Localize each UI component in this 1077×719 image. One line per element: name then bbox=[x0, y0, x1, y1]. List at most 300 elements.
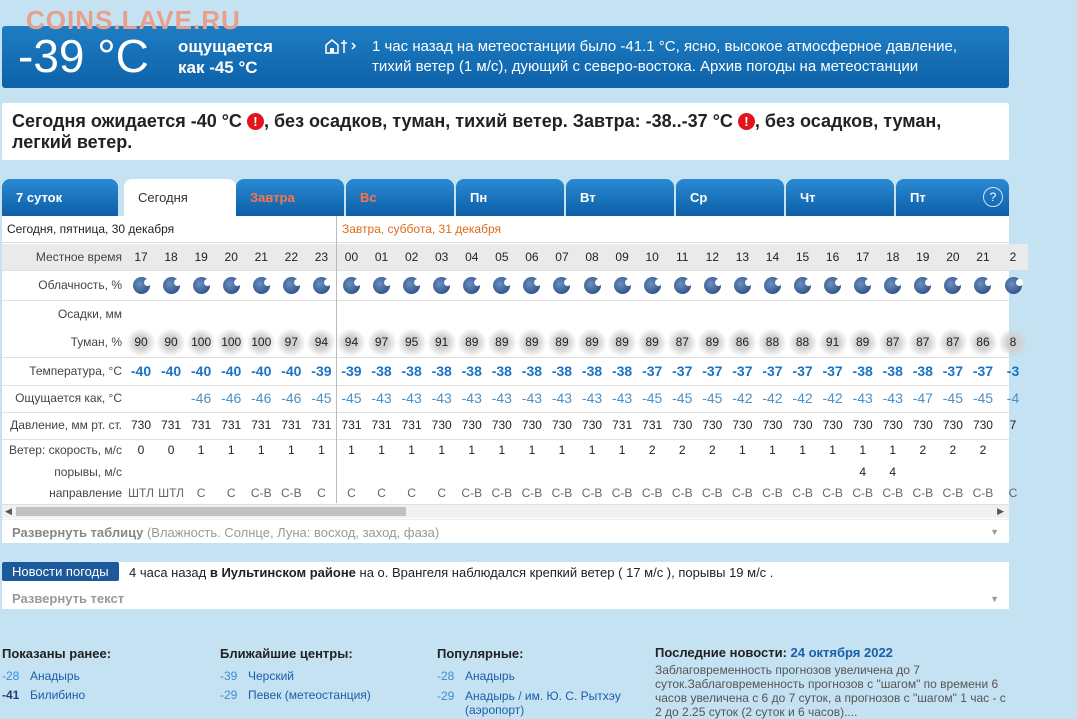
gusts-cell bbox=[246, 461, 276, 483]
cloud-cell bbox=[276, 271, 306, 300]
temp-cell: -40 bbox=[251, 363, 272, 379]
item-temp: -28 bbox=[437, 669, 455, 683]
pressure-cell: 730 bbox=[672, 418, 693, 432]
wind-speed-cell: 2 bbox=[949, 443, 957, 457]
hour-cell: 21 bbox=[968, 244, 998, 270]
today-text-2: , без осадков, туман, тихий ветер. Завтра: -38..-37 °C bbox=[263, 111, 738, 131]
fog-cell: 87 bbox=[908, 328, 938, 357]
direction-cell: С-В bbox=[551, 486, 573, 500]
item-link-extra[interactable]: (аэропорт) bbox=[465, 703, 525, 717]
pressure-cell: 731 bbox=[371, 418, 392, 432]
hour-cell: 10 bbox=[637, 244, 667, 270]
gusts-cell bbox=[818, 461, 848, 483]
temp-cell: -37 bbox=[672, 363, 693, 379]
temp-cell: -38 bbox=[371, 363, 392, 379]
today-summary bbox=[2, 103, 1009, 160]
clear-night-icon bbox=[223, 277, 240, 294]
hour-cell: 17 bbox=[848, 244, 878, 270]
wind-speed-cell: 1 bbox=[288, 443, 295, 457]
temp-cell: -38 bbox=[521, 363, 543, 379]
tab-monday[interactable]: Пн bbox=[456, 179, 564, 216]
list-item[interactable] bbox=[220, 686, 371, 705]
pressure-cell: 730 bbox=[972, 418, 993, 432]
hour-cell: 19 bbox=[186, 244, 216, 270]
temp-cell: -37 bbox=[642, 363, 663, 379]
list-item[interactable] bbox=[2, 686, 111, 705]
direction-cell: С-В bbox=[491, 486, 513, 500]
gusts-cell: 4 bbox=[859, 465, 867, 479]
shown-earlier-title: Показаны ранее: bbox=[2, 646, 112, 661]
list-item[interactable] bbox=[2, 667, 111, 686]
pressure-cell: 730 bbox=[491, 418, 512, 432]
clear-night-icon bbox=[193, 277, 210, 294]
direction-cell: С bbox=[437, 486, 447, 500]
item-link[interactable]: Черский bbox=[248, 669, 295, 683]
fog-cell: 90 bbox=[126, 328, 156, 357]
direction-cell: С-В bbox=[762, 486, 783, 500]
direction-cell: С-В bbox=[972, 486, 994, 500]
pressure-cell: 731 bbox=[281, 418, 302, 432]
hour-cell: 2 bbox=[998, 244, 1028, 270]
gusts-cell bbox=[457, 461, 487, 483]
gusts-cell bbox=[487, 461, 517, 483]
wind-speed-cell: 1 bbox=[498, 443, 506, 457]
hour-cell: 17 bbox=[126, 244, 156, 270]
cloud-cell bbox=[156, 271, 186, 300]
news-region: в Иультинском районе bbox=[209, 565, 356, 580]
fog-cell: 86 bbox=[727, 328, 757, 357]
temp-cell: -38 bbox=[551, 363, 573, 379]
popular bbox=[437, 646, 621, 717]
temp-cell: -37 bbox=[702, 363, 723, 379]
feel-cell: -45 bbox=[672, 390, 693, 406]
gusts-cell bbox=[727, 461, 757, 483]
expand-news-label: Развернуть текст bbox=[12, 591, 125, 606]
feel-cell: -43 bbox=[521, 390, 543, 406]
wind-speed-cell: 1 bbox=[227, 443, 235, 457]
tab-sunday[interactable]: Вс bbox=[346, 179, 454, 216]
feel-cell: -46 bbox=[221, 390, 242, 406]
wind-speed-cell: 1 bbox=[378, 443, 385, 457]
feel-cell: -42 bbox=[792, 390, 813, 406]
direction-cell: С bbox=[317, 486, 326, 500]
item-link[interactable]: Певек (метеостанция) bbox=[248, 688, 371, 702]
temp-cell: -37 bbox=[972, 363, 994, 379]
item-link[interactable]: Анадырь bbox=[30, 669, 80, 683]
gusts-cell bbox=[276, 461, 306, 483]
row-label-hour: Местное время bbox=[35, 250, 122, 264]
clear-night-icon bbox=[163, 277, 180, 294]
nearest-centers bbox=[220, 646, 371, 705]
temp-cell: -40 bbox=[191, 363, 212, 379]
pressure-cell: 730 bbox=[852, 418, 873, 432]
temp-cell: -38 bbox=[431, 363, 452, 379]
feel-cell: -43 bbox=[852, 390, 873, 406]
temp-cell: -38 bbox=[401, 363, 422, 379]
temp-cell: -38 bbox=[611, 363, 633, 379]
feel-cell: -43 bbox=[461, 390, 482, 406]
latest-news-text[interactable]: Заблаговременность прогнозов увеличена до 7 суток.Заблаговременность прогнозов с "шагом" по времени 6 часов увеличена с 6 до 7 суток, а прогнозов с "шагом" 1 час - с 2 до 2.25 суток (2 суток и 6 часов).... bbox=[655, 663, 1006, 719]
horizontal-scrollbar[interactable] bbox=[2, 505, 1009, 518]
direction-cell: С-В bbox=[671, 486, 693, 500]
cloud-cell bbox=[727, 271, 757, 300]
direction-cell: С bbox=[196, 486, 206, 500]
cloud-cell bbox=[968, 271, 998, 300]
feel-cell: -45 bbox=[942, 390, 963, 406]
fog-cell: 94 bbox=[306, 328, 336, 357]
fog-cell: 86 bbox=[968, 328, 998, 357]
gusts-cell bbox=[517, 461, 547, 483]
tab-tuesday[interactable]: Вт bbox=[566, 179, 674, 216]
list-item[interactable] bbox=[220, 667, 371, 686]
wind-speed-cell: 1 bbox=[408, 443, 415, 457]
row-label-pressure: Давление, мм рт. ст. bbox=[10, 418, 122, 432]
pressure-cell: 731 bbox=[221, 418, 242, 432]
cloud-cell bbox=[547, 271, 577, 300]
wind-speed-cell: 1 bbox=[257, 443, 265, 457]
hour-cell: 01 bbox=[367, 244, 397, 270]
fog-cell: 100 bbox=[186, 328, 216, 357]
today-text-1: Сегодня ожидается -40 °C bbox=[12, 111, 247, 131]
temp-cell: -40 bbox=[160, 363, 182, 379]
direction-cell: С-В bbox=[852, 486, 873, 500]
direction-cell: С-В bbox=[281, 486, 302, 500]
cloud-cell bbox=[878, 271, 908, 300]
row-label-fog: Туман, % bbox=[70, 335, 122, 349]
forecast-table bbox=[2, 216, 1020, 543]
warning-icon[interactable]: ! bbox=[738, 113, 755, 130]
scroll-left-icon[interactable]: ◀ bbox=[5, 506, 12, 516]
direction-cell: С-В bbox=[581, 486, 603, 500]
gusts-cell bbox=[397, 461, 427, 483]
pressure-cell: 731 bbox=[251, 418, 272, 432]
wind-speed-cell bbox=[998, 439, 1028, 461]
hour-cell: 18 bbox=[156, 244, 186, 270]
clear-night-icon bbox=[764, 277, 781, 294]
row-label-precip: Осадки, мм bbox=[57, 307, 122, 321]
temp-cell: -37 bbox=[762, 363, 783, 379]
tab-today[interactable]: Сегодня bbox=[124, 179, 236, 216]
pressure-cell: 731 bbox=[311, 418, 332, 432]
temp-cell: -40 bbox=[221, 363, 242, 379]
gusts-cell bbox=[637, 461, 667, 483]
clear-night-icon bbox=[253, 277, 270, 294]
fog-cell: 100 bbox=[216, 328, 246, 357]
feel-cell: -42 bbox=[732, 390, 753, 406]
feels-like-value: как -45 °C bbox=[178, 58, 258, 77]
latest-news bbox=[655, 646, 1010, 719]
direction-cell: С-В bbox=[461, 486, 483, 500]
item-temp: -39 bbox=[220, 669, 238, 683]
cloud-cell bbox=[306, 271, 336, 300]
temp-cell: -38 bbox=[912, 363, 933, 379]
cloud-cell bbox=[517, 271, 547, 300]
fog-cell: 97 bbox=[367, 328, 397, 357]
wind-speed-cell: 1 bbox=[348, 443, 355, 457]
clear-night-icon bbox=[283, 277, 300, 294]
cloud-cell bbox=[186, 271, 216, 300]
pressure-cell: 731 bbox=[642, 418, 663, 432]
hour-cell: 04 bbox=[457, 244, 487, 270]
hour-cell: 03 bbox=[427, 244, 457, 270]
temp-cell: -38 bbox=[882, 363, 903, 379]
item-temp: -29 bbox=[437, 689, 455, 703]
gusts-cell bbox=[757, 461, 787, 483]
pressure-cell: 731 bbox=[612, 418, 633, 432]
hour-cell: 19 bbox=[908, 244, 938, 270]
wind-speed-cell: 1 bbox=[739, 443, 746, 457]
item-temp: -29 bbox=[220, 688, 238, 702]
fog-cell: 87 bbox=[667, 328, 697, 357]
tab-friday-label: Пт bbox=[910, 190, 926, 205]
clear-night-icon bbox=[974, 277, 991, 294]
gusts-cell bbox=[908, 461, 938, 483]
cloud-cell bbox=[788, 271, 818, 300]
clear-night-icon bbox=[313, 277, 330, 294]
list-item[interactable] bbox=[437, 667, 621, 686]
fog-cell: 90 bbox=[156, 328, 186, 357]
hour-cell: 02 bbox=[397, 244, 427, 270]
feel-cell: -43 bbox=[401, 390, 422, 406]
expand-news[interactable] bbox=[2, 587, 1009, 610]
feel-cell: -42 bbox=[762, 390, 783, 406]
clear-night-icon bbox=[914, 277, 931, 294]
clear-night-icon bbox=[884, 277, 901, 294]
row-label-feel: Ощущается как, °C bbox=[15, 391, 122, 405]
feel-cell: -43 bbox=[551, 390, 573, 406]
gusts-cell bbox=[306, 461, 336, 483]
fog-cell: 88 bbox=[788, 328, 818, 357]
news-text bbox=[129, 565, 773, 580]
temp-cell: -40 bbox=[281, 363, 302, 379]
cloud-cell bbox=[427, 271, 457, 300]
direction-cell: ШТЛ bbox=[158, 486, 185, 500]
feel-cell: -45 bbox=[642, 390, 663, 406]
feel-cell: -43 bbox=[371, 390, 392, 406]
tab-wednesday[interactable]: Ср bbox=[676, 179, 784, 216]
clear-night-icon bbox=[824, 277, 841, 294]
feel-cell: -43 bbox=[611, 390, 633, 406]
hour-cell: 18 bbox=[878, 244, 908, 270]
clear-night-icon bbox=[1005, 277, 1022, 294]
row-divider bbox=[2, 300, 1009, 301]
gusts-cell bbox=[697, 461, 727, 483]
hour-cell: 20 bbox=[216, 244, 246, 270]
wind-speed-cell: 2 bbox=[708, 443, 716, 457]
feel-cell: -45 bbox=[972, 390, 994, 406]
hour-cell: 08 bbox=[577, 244, 607, 270]
forecast-tabs bbox=[2, 179, 1009, 216]
clear-night-icon bbox=[854, 277, 871, 294]
hour-cell: 11 bbox=[667, 244, 697, 270]
feel-cell: -43 bbox=[882, 390, 903, 406]
fog-cell: 89 bbox=[547, 328, 577, 357]
pressure-cell: 730 bbox=[762, 418, 783, 432]
direction-cell: С-В bbox=[611, 486, 633, 500]
chevron-down-icon: ▼ bbox=[990, 594, 999, 604]
gusts-cell bbox=[998, 461, 1028, 483]
feel-cell: -46 bbox=[191, 390, 212, 406]
fog-cell: 89 bbox=[487, 328, 517, 357]
cloud-cell bbox=[908, 271, 938, 300]
direction-cell: С bbox=[347, 486, 356, 500]
hour-cell: 21 bbox=[246, 244, 276, 270]
fog-cell: 88 bbox=[757, 328, 787, 357]
clear-night-icon bbox=[523, 277, 540, 294]
clear-night-icon bbox=[133, 277, 150, 294]
row-label-gusts: порывы, м/с bbox=[54, 465, 122, 479]
expand-table-label: Развернуть таблицу bbox=[12, 525, 144, 540]
tab-tomorrow[interactable]: Завтра bbox=[236, 179, 344, 216]
hour-cell: 14 bbox=[757, 244, 787, 270]
item-link[interactable]: Билибино bbox=[30, 688, 86, 702]
wind-speed-cell: 1 bbox=[769, 443, 776, 457]
feel-cell: -43 bbox=[431, 390, 452, 406]
help-icon[interactable]: ? bbox=[983, 187, 1003, 207]
fog-cell: 89 bbox=[457, 328, 487, 357]
cloud-cell bbox=[126, 271, 156, 300]
fog-cell: 95 bbox=[397, 328, 427, 357]
news-button[interactable]: Новости погоды bbox=[2, 562, 119, 581]
tab-friday[interactable] bbox=[896, 179, 1009, 216]
gusts-cell bbox=[968, 461, 998, 483]
cloud-cell bbox=[848, 271, 878, 300]
fog-cell: 89 bbox=[577, 328, 607, 357]
feels-like-label: ощущается bbox=[178, 37, 273, 56]
expand-table-hint: (Влажность. Солнце, Луна: восход, заход, фаза) bbox=[143, 525, 440, 540]
pressure-cell: 731 bbox=[341, 418, 362, 432]
gusts-cell bbox=[336, 461, 366, 483]
cloud-cell bbox=[818, 271, 848, 300]
direction-cell: С bbox=[407, 486, 416, 500]
temp-cell: -37 bbox=[732, 363, 753, 379]
hour-cell: 05 bbox=[487, 244, 517, 270]
cloud-cell bbox=[216, 271, 246, 300]
temp-cell: -37 bbox=[942, 363, 963, 379]
temp-cell: -38 bbox=[581, 363, 603, 379]
feel-cell: -47 bbox=[912, 390, 933, 406]
item-temp: -28 bbox=[2, 669, 20, 683]
watermark: COINS.LAVE.RU bbox=[26, 5, 241, 35]
gusts-cell bbox=[126, 461, 156, 483]
wind-speed-cell: 1 bbox=[799, 443, 806, 457]
direction-cell: С bbox=[1008, 486, 1018, 500]
feel-cell: -45 bbox=[702, 390, 723, 406]
wind-speed-cell: 1 bbox=[318, 443, 325, 457]
pressure-cell: 730 bbox=[912, 418, 933, 432]
shown-earlier bbox=[2, 646, 111, 705]
temp-cell: -39 bbox=[311, 363, 332, 379]
gusts-cell bbox=[577, 461, 607, 483]
temp-cell: -38 bbox=[491, 363, 512, 379]
feel-cell: -45 bbox=[341, 390, 362, 406]
direction-cell: С-В bbox=[912, 486, 934, 500]
feels-like bbox=[178, 36, 273, 78]
tab-7-days[interactable]: 7 суток bbox=[2, 179, 118, 216]
cloud-cell bbox=[397, 271, 427, 300]
hour-cell: 12 bbox=[697, 244, 727, 270]
hour-cell: 07 bbox=[547, 244, 577, 270]
day-separator bbox=[336, 216, 337, 503]
temp-cell: -40 bbox=[130, 363, 152, 379]
clear-night-icon bbox=[433, 277, 450, 294]
fog-cell: 89 bbox=[517, 328, 547, 357]
gusts-cell bbox=[547, 461, 577, 483]
hour-cell: 06 bbox=[517, 244, 547, 270]
clear-night-icon bbox=[794, 277, 811, 294]
hour-cell: 22 bbox=[276, 244, 306, 270]
scroll-right-icon[interactable]: ▶ bbox=[997, 506, 1004, 516]
wind-speed-cell: 1 bbox=[889, 443, 897, 457]
pressure-cell: 730 bbox=[942, 418, 963, 432]
clear-night-icon bbox=[373, 277, 390, 294]
list-item[interactable] bbox=[437, 689, 621, 717]
pressure-cell: 731 bbox=[401, 418, 422, 432]
cloud-cell bbox=[336, 271, 366, 300]
temp-cell: -38 bbox=[461, 363, 482, 379]
fog-cell: 94 bbox=[336, 328, 366, 357]
wind-speed-cell: 2 bbox=[979, 443, 987, 457]
weather-station-icon[interactable] bbox=[324, 38, 358, 54]
row-label-direction: направление bbox=[49, 486, 122, 500]
latest-news-date[interactable]: 24 октября 2022 bbox=[790, 645, 893, 660]
cloud-cell bbox=[246, 271, 276, 300]
item-link[interactable]: Анадырь bbox=[465, 669, 515, 683]
warning-icon[interactable]: ! bbox=[247, 113, 264, 130]
fog-cell: 89 bbox=[637, 328, 667, 357]
pressure-cell: 730 bbox=[130, 418, 152, 432]
direction-cell: С-В bbox=[250, 486, 272, 500]
direction-cell: С-В bbox=[701, 486, 723, 500]
pressure-cell: 730 bbox=[521, 418, 542, 432]
temp-cell: -37 bbox=[822, 363, 843, 379]
pressure-cell: 730 bbox=[431, 418, 452, 432]
clear-night-icon bbox=[463, 277, 480, 294]
feel-cell: -46 bbox=[281, 390, 302, 406]
fog-cell: 8 bbox=[998, 328, 1028, 357]
item-link[interactable]: Анадырь / им. Ю. С. Рытхэу bbox=[465, 689, 621, 703]
hour-cell: 00 bbox=[336, 244, 366, 270]
fog-cell: 91 bbox=[427, 328, 457, 357]
temp-cell: -39 bbox=[341, 363, 362, 379]
wind-speed-cell: 1 bbox=[588, 443, 596, 457]
gusts-cell bbox=[607, 461, 637, 483]
direction-cell: С-В bbox=[882, 486, 904, 500]
direction-cell: С-В bbox=[641, 486, 663, 500]
wind-speed-cell: 1 bbox=[829, 443, 836, 457]
expand-table[interactable] bbox=[2, 519, 1009, 543]
cloud-cell bbox=[487, 271, 517, 300]
pressure-cell: 730 bbox=[702, 418, 723, 432]
wind-speed-cell: 2 bbox=[678, 443, 686, 457]
chevron-down-icon: ▼ bbox=[990, 527, 999, 537]
fog-cell: 97 bbox=[276, 328, 306, 357]
clear-night-icon bbox=[734, 277, 751, 294]
pressure-cell: 730 bbox=[822, 418, 843, 432]
clear-night-icon bbox=[584, 277, 601, 294]
pressure-cell: 730 bbox=[551, 418, 572, 432]
tab-thursday[interactable]: Чт bbox=[786, 179, 894, 216]
gusts-cell bbox=[156, 461, 186, 483]
clear-night-icon bbox=[704, 277, 721, 294]
hour-cell: 15 bbox=[788, 244, 818, 270]
gusts-cell bbox=[216, 461, 246, 483]
scrollbar-thumb[interactable] bbox=[16, 507, 406, 516]
gusts-cell bbox=[788, 461, 818, 483]
feel-cell: -43 bbox=[491, 390, 512, 406]
direction-cell: С-В bbox=[822, 486, 843, 500]
current-description[interactable]: 1 час назад на метеостанции было -41.1 °C, ясно, высокое атмосферное давление, тихий ветер (1 м/с), дующий с северо-востока. Архив погоды на метеостанции bbox=[372, 38, 958, 75]
